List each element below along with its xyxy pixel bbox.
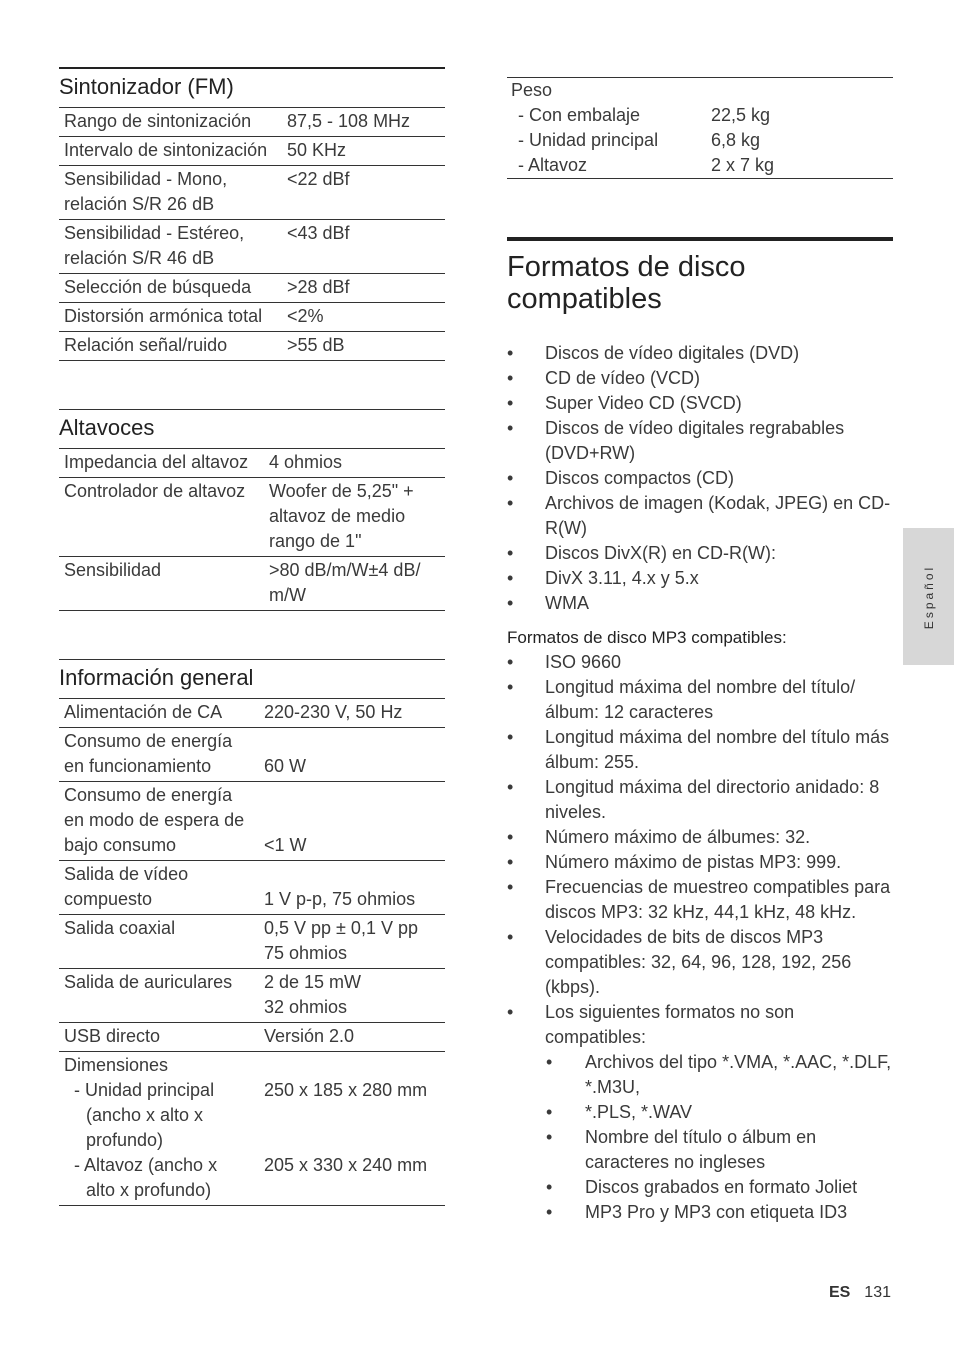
spec-value: >80 dB/m/W±4 dB/ [269, 560, 421, 580]
dimensions-value-cell [259, 1052, 445, 1206]
unit-dim-value: 250 x 185 x 280 mm [264, 1080, 428, 1100]
tuner-title: Sintonizador (FM) [59, 67, 445, 107]
unit-dim-label-2: (ancho x alto x [86, 1105, 204, 1125]
list-item: • Longitud máxima del nombre del título/ álbum: 12 caracteres [507, 675, 893, 725]
weight-row-label: - Altavoz [518, 155, 588, 175]
footer-lang: ES [828, 1284, 851, 1301]
general-table [59, 698, 445, 1206]
spec-label: Sensibilidad - Estéreo, [64, 223, 245, 243]
language-side-tab-label: Español [921, 564, 936, 629]
table-row [59, 699, 445, 728]
list-item: • Archivos de imagen (Kodak, JPEG) en CD-R(W) [507, 491, 893, 541]
spec-label: Consumo de energía [64, 731, 233, 751]
spec-label-cell [59, 969, 259, 1023]
spec-value-cell [259, 861, 445, 915]
spec-value: 87,5 - 108 MHz [287, 111, 411, 131]
list-item: • MP3 Pro y MP3 con etiqueta ID3 [546, 1200, 893, 1225]
table-row [59, 274, 445, 303]
spec-value-cell [259, 1023, 445, 1052]
table-row-dimensions [59, 1052, 445, 1206]
spec-label: en funcionamiento [64, 756, 212, 776]
speaker-dim-label-2: alto x profundo) [86, 1180, 212, 1200]
table-row [59, 782, 445, 861]
list-item: • Nombre del título o álbum en caracteres no ingleses [546, 1125, 893, 1175]
spec-value: Versión 2.0 [264, 1026, 355, 1046]
weight-row-value: 2 x 7 kg [711, 155, 775, 175]
weight-label: Peso [511, 80, 553, 100]
speaker-dim-label-1: - Altavoz (ancho x [74, 1155, 218, 1175]
spec-label-cell [59, 1023, 259, 1052]
spec-value: 4 ohmios [269, 452, 343, 472]
weight-table [507, 77, 893, 179]
spec-label-cell [59, 332, 282, 361]
speakers-title: Altavoces [59, 409, 445, 448]
table-row [59, 861, 445, 915]
spec-label: Impedancia del altavoz [64, 452, 249, 472]
table-row [59, 303, 445, 332]
table-row [59, 969, 445, 1023]
spec-value-cell [264, 478, 445, 557]
spec-value: <22 dBf [287, 169, 350, 189]
spec-value-cell [282, 332, 445, 361]
spec-label-cell [59, 861, 259, 915]
list-item: • Número máximo de pistas MP3: 999. [507, 850, 893, 875]
spec-value: <1 W [264, 835, 307, 855]
spec-value-cell [264, 557, 445, 611]
mp3-subtitle: Formatos de disco MP3 compatibles: [507, 628, 787, 647]
list-item: • Velocidades de bits de discos MP3 compatibles: 32, 64, 96, 128, 192, 256 (kbps). [507, 925, 893, 1000]
table-row [59, 1023, 445, 1052]
list-item: • *.PLS, *.WAV [546, 1100, 893, 1125]
spec-label: Consumo de energía [64, 785, 233, 805]
weight-row-value: 6,8 kg [711, 130, 761, 150]
table-row [59, 728, 445, 782]
spec-value-cell [282, 303, 445, 332]
dimensions-label: Dimensiones [64, 1055, 169, 1075]
list-item: • Los siguientes formatos no son compatibles: [507, 1000, 893, 1050]
spec-value: 50 KHz [287, 140, 347, 160]
weight-row [507, 153, 893, 179]
table-row [59, 915, 445, 969]
spec-label-cell [59, 449, 264, 478]
mp3-list [507, 650, 893, 1050]
list-item: • ISO 9660 [507, 650, 893, 675]
spec-label: compuesto [64, 889, 153, 909]
speakers-table [59, 448, 445, 611]
spec-label: en modo de espera de [64, 810, 245, 830]
spec-label-cell [59, 303, 282, 332]
spec-label-cell [59, 108, 282, 137]
spec-label-cell [59, 137, 282, 166]
spec-label: Sensibilidad [64, 560, 162, 580]
weight-row-label: - Unidad principal [518, 130, 659, 150]
page-footer [829, 1284, 891, 1302]
spec-label: Distorsión armónica total [64, 306, 263, 326]
table-row [59, 137, 445, 166]
spec-label-cell [59, 699, 259, 728]
weight-row-value: 22,5 kg [711, 105, 771, 125]
spec-value: Woofer de 5,25" + [269, 481, 414, 501]
spec-value: >55 dB [287, 335, 345, 355]
spec-value: <2% [287, 306, 324, 326]
list-item: • Discos de vídeo digitales (DVD) [507, 341, 893, 366]
page-number: 131 [864, 1284, 891, 1301]
spec-label: Selección de búsqueda [64, 277, 252, 297]
list-item: • Archivos del tipo *.VMA, *.AAC, *.DLF, *.M3U, [546, 1050, 893, 1100]
spec-value-cell [282, 166, 445, 220]
unsupported-list [546, 1050, 893, 1225]
spec-label: Relación señal/ruido [64, 335, 228, 355]
spec-label-cell [59, 220, 282, 274]
spec-value-cell [259, 699, 445, 728]
list-item: • Discos grabados en formato Joliet [546, 1175, 893, 1200]
spec-value-cell [259, 728, 445, 782]
spec-value: 220-230 V, 50 Hz [264, 702, 403, 722]
spec-value-cell [259, 969, 445, 1023]
spec-label-cell [59, 166, 282, 220]
spec-label: Controlador de altavoz [64, 481, 246, 501]
formats-title: Formatos de disco compatibles [507, 237, 893, 315]
unit-dim-label-3: profundo) [86, 1130, 164, 1150]
spec-value: 60 W [264, 756, 307, 776]
spec-value: >28 dBf [287, 277, 350, 297]
list-item: • Discos compactos (CD) [507, 466, 893, 491]
spec-value-cell [259, 782, 445, 861]
list-item: • Número máximo de álbumes: 32. [507, 825, 893, 850]
list-item: • Super Video CD (SVCD) [507, 391, 893, 416]
spec-value-cell [264, 449, 445, 478]
list-item: • Discos de vídeo digitales regrabables (DVD+RW) [507, 416, 893, 466]
weight-row [507, 128, 893, 153]
general-title: Información general [59, 659, 445, 698]
spec-label: Salida de auriculares [64, 972, 233, 992]
list-item: • Longitud máxima del directorio anidado: 8 niveles. [507, 775, 893, 825]
list-item: • DivX 3.11, 4.x y 5.x [507, 566, 893, 591]
spec-label-cell [59, 728, 259, 782]
speakers-section [59, 409, 445, 611]
speaker-dim-value: 205 x 330 x 240 mm [264, 1155, 428, 1175]
spec-label-cell [59, 915, 259, 969]
table-row [59, 332, 445, 361]
general-section [59, 659, 445, 1206]
spec-value: rango de 1" [269, 531, 362, 551]
spec-value: altavoz de medio [269, 506, 406, 526]
spec-value: 32 ohmios [264, 997, 348, 1017]
dimensions-label-cell [59, 1052, 259, 1206]
list-item: • Longitud máxima del nombre del título más álbum: 255. [507, 725, 893, 775]
list-item: • CD de vídeo (VCD) [507, 366, 893, 391]
table-row [59, 478, 445, 557]
table-row [59, 220, 445, 274]
spec-label: relación S/R 46 dB [64, 248, 215, 268]
spec-label: Salida coaxial [64, 918, 176, 938]
tuner-section [59, 67, 445, 361]
spec-value-cell [259, 915, 445, 969]
spec-value: 1 V p-p, 75 ohmios [264, 889, 416, 909]
spec-label-cell [59, 557, 264, 611]
weight-row-label: - Con embalaje [518, 105, 641, 125]
spec-label: Sensibilidad - Mono, [64, 169, 228, 189]
spec-label: Intervalo de sintonización [64, 140, 268, 160]
spec-value: <43 dBf [287, 223, 350, 243]
table-row [59, 108, 445, 137]
spec-value-cell [282, 220, 445, 274]
list-item: • WMA [507, 591, 893, 616]
formats-list [507, 341, 893, 616]
spec-label-cell [59, 478, 264, 557]
spec-value: 2 de 15 mW [264, 972, 362, 992]
spec-label-cell [59, 274, 282, 303]
table-row [59, 449, 445, 478]
language-side-tab [903, 528, 954, 665]
spec-label: bajo consumo [64, 835, 177, 855]
spec-label-cell [59, 782, 259, 861]
table-row [59, 557, 445, 611]
table-row [59, 166, 445, 220]
spec-value: m/W [269, 585, 306, 605]
spec-value-cell [282, 274, 445, 303]
tuner-table [59, 107, 445, 361]
spec-value: 75 ohmios [264, 943, 348, 963]
spec-label: Salida de vídeo [64, 864, 189, 884]
weight-row [507, 103, 893, 128]
list-item: • Frecuencias de muestreo compatibles para discos MP3: 32 kHz, 44,1 kHz, 48 kHz. [507, 875, 893, 925]
spec-label: Alimentación de CA [64, 702, 223, 722]
spec-label: Rango de sintonización [64, 111, 252, 131]
left-column [59, 67, 445, 1254]
right-column [507, 77, 893, 1225]
list-item: • Discos DivX(R) en CD-R(W): [507, 541, 893, 566]
spec-label: relación S/R 26 dB [64, 194, 215, 214]
spec-value-cell [282, 108, 445, 137]
spec-value: 0,5 V pp ± 0,1 V pp [264, 918, 418, 938]
unit-dim-label-1: - Unidad principal [74, 1080, 215, 1100]
spec-label: USB directo [64, 1026, 161, 1046]
spec-value-cell [282, 137, 445, 166]
